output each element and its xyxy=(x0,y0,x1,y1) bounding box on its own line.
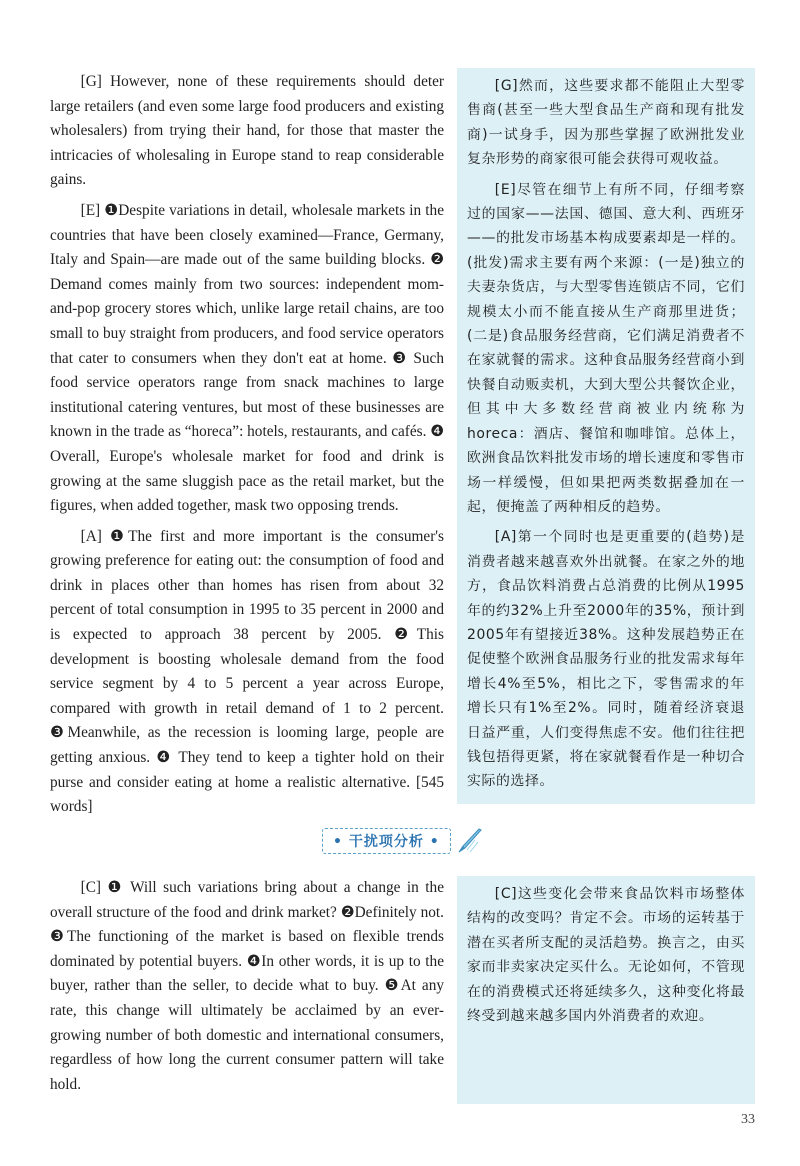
paragraph-e-chinese: [E]尽管在细节上有所不同，仔细考察过的国家——法国、德国、意大利、西班牙——的批发市场基本构成要素却是一样的。(批发)需求主要有两个来源：(一是)独立的夫妻杂货店，与大型零售连锁店不同，它们规模太小而不能直接从生产商那里进货；(二是)食品服务经营商，它们满足消费者不在家就餐的需求。这种食品服务经营商小到快餐自动贩卖机，大到大型公共餐饮企业，但其中大多数经营商被业内统称为horeca：酒店、餐馆和咖啡馆。总体上，欧洲食品饮料批发市场的增长速度和零售市场一样缓慢，但如果把两类数据叠加在一起，便掩盖了两种相反的趋势。 xyxy=(467,181,745,515)
paragraph-g-chinese: [G]然而，这些要求都不能阻止大型零售商(甚至一些大型食品生产商和现有批发商)一试身手，因为那些掌握了欧洲批发业复杂形势的商家很可能会获得可观收益。 xyxy=(467,78,745,168)
distractor-chinese-panel xyxy=(457,876,755,1104)
paragraph-a-english: [A] ❶The first and more important is the consumer's growing preference for eating out: the consumption of food and drink in places other than homes has risen from about 32 percent of total consumption in 1995 to 35 percent in 2000 and is expected to approach 38 percent by 2005. ❷This development is boosting wholesale demand from the food service segment by 4 to 5 percent a year across Europe, compared with growth in retail demand of 1 to 2 percent. ❸Meanwhile, as the recession is looming large, people are getting anxious. ❹ They tend to keep a tighter hold on their purse and consider eating at home a realistic alternative. [545 words] xyxy=(50,527,444,816)
paragraph-c-chinese: [C]这些变化会带来食品饮料市场整体结构的改变吗？肯定不会。市场的运转基于潜在买者所支配的灵活趋势。换言之，由买家而非卖家决定买什么。无论如何，不管现在的消费模式还将延续多久，这种变化将最终受到越来越多国内外消费者的欢迎。 xyxy=(467,886,745,1025)
paragraph-g-english: [G] However, none of these requirements should deter large retailers (and even some large food producers and existing wholesalers) from trying their hand, for those that master the intricacies of wholesaling in Europe stand to reap considerable gains. xyxy=(50,73,444,189)
page-number: 33 xyxy=(741,1112,755,1127)
paragraph-a-chinese: [A]第一个同时也是更重要的(趋势)是消费者越来越喜欢外出就餐。在家之外的地方，食品饮料消费占总消费的比例从1995年的约32%上升至2000年的35%，预计到2005年有望接近38%。这种发展趋势正在促使整个欧洲食品服务行业的批发需求每年增长4%至5%，相比之下，零售需求的年增长只有1%至2%。同时，随着经济衰退日益严重，人们变得焦虑不安。他们往往把钱包捂得更紧，将在家就餐看作是一种切合实际的选择。 xyxy=(467,529,745,790)
section-heading xyxy=(322,826,485,856)
english-text-column xyxy=(50,70,444,820)
distractor-analysis-title: • 干扰项分析 • xyxy=(322,828,451,854)
paragraph-e-english: [E] ❶Despite variations in detail, wholesale markets in the countries that have been closely examined—France, Germany, Italy and Spain—are made out of the same building blocks. ❷ Demand comes mainly from two sources: independent mom-and-pop grocery stores which, unlike large retail chains, are too small to buy straight from producers, and food service operators that cater to consumers when they don't eat at home. ❸ Such food service operators range from snack machines to large institutional catering ventures, but most of these businesses are known in the trade as “horeca”: hotels, restaurants, and cafés. ❹ Overall, Europe's wholesale market for food and drink is growing at the same sluggish pace as the retail market, but the figures, when added together, mask two opposing trends. xyxy=(50,201,444,515)
distractor-english-column xyxy=(50,876,444,1097)
paragraph-c-english: [C] ❶ Will such variations bring about a change in the overall structure of the food and drink market? ❷Definitely not. ❸The functioning of the market is based on flexible trends dominated by potential buyers. ❹In other words, it is up to the buyer, rather than the seller, to decide what to buy. ❺At any rate, this change will ultimately be acclaimed by an ever-growing number of both domestic and international consumers, regardless of how long the current consumer pattern will take hold. xyxy=(50,879,444,1093)
chinese-translation-panel xyxy=(457,68,755,804)
pen-icon xyxy=(455,826,485,856)
